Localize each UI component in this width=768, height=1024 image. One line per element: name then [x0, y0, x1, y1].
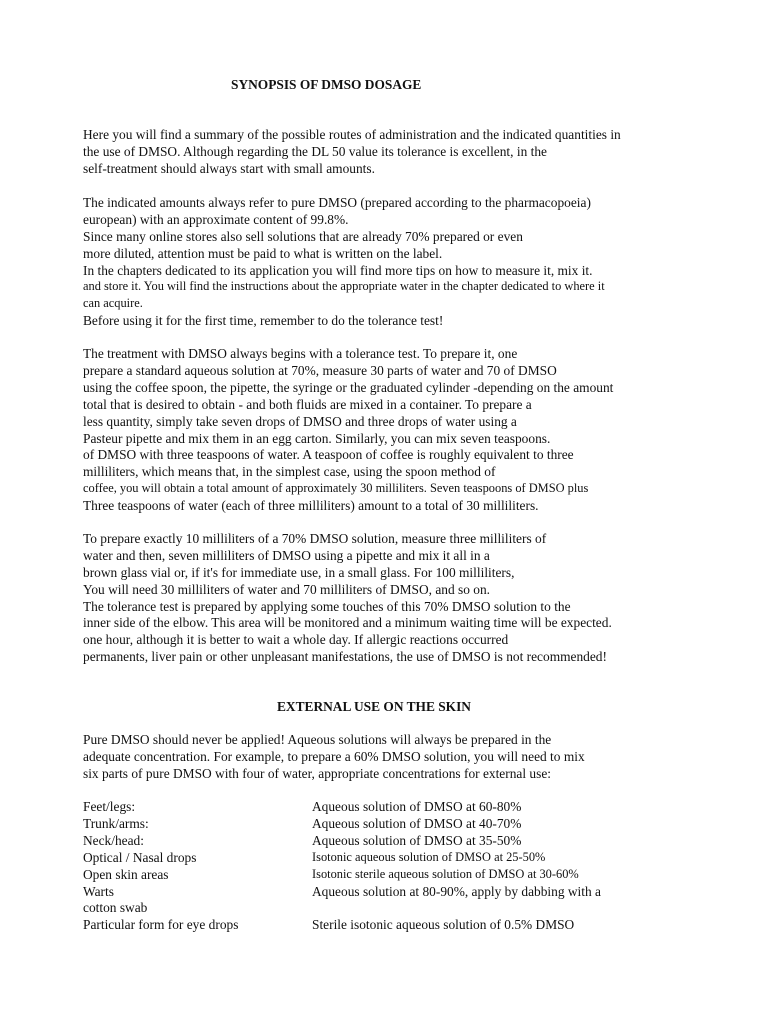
amounts-line: more diluted, attention must be paid to what is written on the label.	[83, 246, 443, 261]
row-label: Trunk/arms:	[83, 816, 149, 831]
prepare-line: To prepare exactly 10 milliliters of a 70% DMSO solution, measure three milliliters of	[83, 531, 547, 546]
treatment-line: using the coffee spoon, the pipette, the syringe or the graduated cylinder -depending on the amount	[83, 380, 614, 395]
prepare-line: You will need 30 milliliters of water and 70 milliliters of DMSO, and so on.	[83, 582, 491, 597]
row-label: Feet/legs:	[83, 799, 136, 814]
treatment-line: prepare a standard aqueous solution at 70%, measure 30 parts of water and 70 of DMSO	[83, 363, 557, 378]
row-value: Sterile isotonic aqueous solution of 0.5% DMSO	[312, 917, 575, 932]
row-label: cotton swab	[83, 900, 148, 915]
row-value: Aqueous solution of DMSO at 35-50%	[312, 833, 522, 848]
treatment-line: coffee, you will obtain a total amount of approximately 30 milliliters. Seven teaspoons of DMSO plus	[83, 481, 589, 495]
external-intro-line: adequate concentration. For example, to prepare a 60% DMSO solution, you will need to mix	[83, 749, 585, 764]
amounts-line: and store it. You will find the instructions about the appropriate water in the chapter dedicated to where it	[83, 279, 605, 293]
row-value: Aqueous solution at 80-90%, apply by dabbing with a	[312, 884, 601, 899]
row-value: Aqueous solution of DMSO at 40-70%	[312, 816, 522, 831]
prepare-line: one hour, although it is better to wait a whole day. If allergic reactions occurred	[83, 632, 509, 647]
table-row	[83, 832, 703, 849]
amounts-line: The indicated amounts always refer to pure DMSO (prepared according to the pharmacopoeia)	[83, 195, 591, 210]
row-value: Aqueous solution of DMSO at 60-80%	[312, 799, 522, 814]
table-row	[83, 798, 703, 815]
treatment-line: Pasteur pipette and mix them in an egg carton. Similarly, you can mix seven teaspoons.	[83, 431, 551, 446]
amounts-line: european) with an approximate content of 99.8%.	[83, 212, 349, 227]
amounts-line: In the chapters dedicated to its application you will find more tips on how to measure it, mix it.	[83, 263, 593, 278]
intro-line: Here you will find a summary of the possible routes of administration and the indicated quantities in	[83, 127, 621, 142]
table-row	[83, 883, 703, 900]
row-label: Neck/head:	[83, 833, 144, 848]
treatment-line: The treatment with DMSO always begins with a tolerance test. To prepare it, one	[83, 346, 518, 361]
treatment-line: of DMSO with three teaspoons of water. A teaspoon of coffee is roughly equivalent to three	[83, 447, 574, 462]
prepare-line: brown glass vial or, if it's for immediate use, in a small glass. For 100 milliliters,	[83, 565, 515, 580]
prepare-line: water and then, seven milliliters of DMSO using a pipette and mix it all in a	[83, 548, 490, 563]
amounts-line: Since many online stores also sell solutions that are already 70% prepared or even	[83, 229, 523, 244]
row-label: Optical / Nasal drops	[83, 850, 197, 865]
amounts-line: Before using it for the first time, remember to do the tolerance test!	[83, 313, 444, 328]
table-row	[83, 916, 703, 933]
table-row	[83, 815, 703, 832]
treatment-line: Three teaspoons of water (each of three milliliters) amount to a total of 30 milliliters.	[83, 498, 539, 513]
treatment-line: total that is desired to obtain - and both fluids are mixed in a container. To prepare a	[83, 397, 532, 412]
prepare-line: permanents, liver pain or other unpleasant manifestations, the use of DMSO is not recommended!	[83, 649, 607, 664]
table-row	[83, 849, 703, 866]
page-title: SYNOPSIS OF DMSO DOSAGE	[231, 77, 422, 92]
row-label: Warts	[83, 884, 114, 899]
prepare-line: inner side of the elbow. This area will be monitored and a minimum waiting time will be expected.	[83, 615, 612, 630]
treatment-line: milliliters, which means that, in the simplest case, using the spoon method of	[83, 464, 496, 479]
section-heading-external-use: EXTERNAL USE ON THE SKIN	[277, 699, 471, 714]
intro-line: the use of DMSO. Although regarding the DL 50 value its tolerance is excellent, in the	[83, 144, 547, 159]
table-row	[83, 866, 703, 883]
external-intro-line: Pure DMSO should never be applied! Aqueous solutions will always be prepared in the	[83, 732, 552, 747]
prepare-line: The tolerance test is prepared by applying some touches of this 70% DMSO solution to the	[83, 599, 571, 614]
row-label: Open skin areas	[83, 867, 169, 882]
row-label: Particular form for eye drops	[83, 917, 239, 932]
table-row	[83, 899, 703, 916]
amounts-line: can acquire.	[83, 296, 143, 310]
row-value: Isotonic aqueous solution of DMSO at 25-50%	[312, 850, 546, 864]
treatment-line: less quantity, simply take seven drops of DMSO and three drops of water using a	[83, 414, 517, 429]
external-intro-line: six parts of pure DMSO with four of water, appropriate concentrations for external use:	[83, 766, 551, 781]
row-value: Isotonic sterile aqueous solution of DMSO at 30-60%	[312, 867, 579, 881]
intro-line: self-treatment should always start with small amounts.	[83, 161, 375, 176]
